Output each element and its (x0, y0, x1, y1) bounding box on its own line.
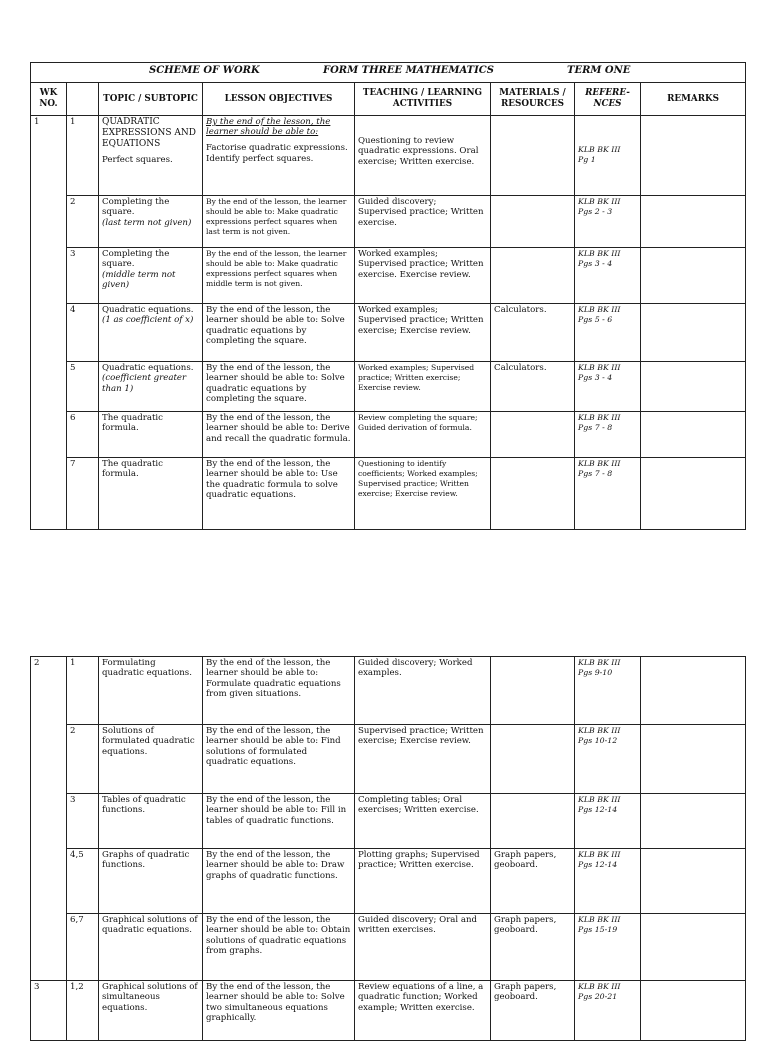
col-header-activities: TEACHING / LEARNING ACTIVITIES (355, 83, 491, 116)
term-title: TERM ONE (567, 65, 631, 76)
lesson-number: 1,2 (67, 981, 99, 1041)
lesson-number: 3 (67, 794, 99, 849)
reference-book: KLB BK III (578, 658, 621, 667)
topic-cell: The quadratic formula. (99, 458, 203, 530)
materials-cell (491, 657, 575, 725)
topic-cell: Solutions of formulated quadratic equations. (99, 725, 203, 794)
table-row (31, 362, 746, 412)
objectives-cell: By the end of the lesson, the learner should be able to: Derive and recall the quadratic formula. (203, 412, 355, 458)
objectives-cell: By the end of the lesson, the learner should be able to: Solve quadratic equations by completing the square. (203, 362, 355, 412)
topic-text: Quadratic equations. (102, 305, 194, 315)
materials-cell: Graph papers, geoboard. (491, 849, 575, 914)
reference-pages: Pgs 10-12 (578, 735, 618, 745)
reference-pages: Pgs 7 - 8 (578, 468, 613, 478)
topic-cell: Graphical solutions of quadratic equations. (99, 914, 203, 981)
week-number: 2 (31, 657, 67, 981)
reference-pages: Pgs 20-21 (578, 991, 618, 1001)
remarks-cell (641, 304, 746, 362)
references-cell (575, 657, 641, 725)
reference-book: KLB BK III (578, 145, 621, 154)
activities-cell: Guided discovery; Worked examples. (355, 657, 491, 725)
objectives-intro: By the end of the lesson, the learner should be able to: (206, 117, 331, 138)
topic-cell: Graphical solutions of simultaneous equations. (99, 981, 203, 1041)
col-header-lesson (67, 83, 99, 116)
lesson-number: 6,7 (67, 914, 99, 981)
topic-note: (middle term not given) (102, 269, 176, 291)
materials-cell (491, 248, 575, 304)
reference-pages: Pgs 3 - 4 (578, 258, 613, 268)
topic-cell: Formulating quadratic equations. (99, 657, 203, 725)
remarks-cell (641, 116, 746, 196)
reference-book: KLB BK III (578, 982, 621, 991)
reference-book: KLB BK III (578, 197, 621, 206)
lesson-number: 1 (67, 116, 99, 196)
activities-cell: Review equations of a line, a quadratic function; Worked example; Written exercise. (355, 981, 491, 1041)
col-header-wk: WK NO. (31, 83, 67, 116)
reference-book: KLB BK III (578, 363, 621, 372)
reference-book: KLB BK III (578, 850, 621, 859)
table-row (31, 657, 746, 725)
references-cell (575, 248, 641, 304)
form-title: FORM THREE MATHEMATICS (323, 65, 494, 76)
remarks-cell (641, 248, 746, 304)
topic-note: (1 as coefficient of x) (102, 315, 194, 326)
activities-cell: Plotting graphs; Supervised practice; Written exercise. (355, 849, 491, 914)
week-number: 3 (31, 981, 67, 1041)
objectives-cell: By the end of the lesson, the learner should be able to: Make quadratic expressions perfect squares when middle term is not given. (203, 248, 355, 304)
materials-cell: Calculators. (491, 304, 575, 362)
scheme-title-row (31, 63, 746, 83)
references-cell (575, 304, 641, 362)
materials-cell: Graph papers, geoboard. (491, 914, 575, 981)
table-row (31, 458, 746, 530)
activities-cell: Completing tables; Oral exercises; Written exercise. (355, 794, 491, 849)
column-header-row (31, 83, 746, 116)
activities-cell: Worked examples; Supervised practice; Written exercise; Exercise review. (355, 304, 491, 362)
table-row (31, 248, 746, 304)
lesson-number: 1 (67, 657, 99, 725)
lesson-number: 4 (67, 304, 99, 362)
table-row (31, 116, 746, 196)
topic-cell (99, 116, 203, 196)
materials-cell (491, 458, 575, 530)
materials-cell: Calculators. (491, 362, 575, 412)
topic-sub: Perfect squares. (102, 155, 173, 166)
activities-cell: Review completing the square; Guided derivation of formula. (355, 412, 491, 458)
topic-cell (99, 304, 203, 362)
references-cell (575, 412, 641, 458)
lesson-number: 2 (67, 725, 99, 794)
lesson-number: 6 (67, 412, 99, 458)
col-header-references: REFERE-NCES (575, 83, 641, 116)
materials-cell (491, 725, 575, 794)
lesson-number: 5 (67, 362, 99, 412)
topic-cell (99, 248, 203, 304)
topic-cell: Graphs of quadratic functions. (99, 849, 203, 914)
objectives-cell: By the end of the lesson, the learner should be able to: Obtain solutions of quadratic equations from graphs. (203, 914, 355, 981)
table-row (31, 794, 746, 849)
reference-pages: Pgs 9-10 (578, 667, 613, 677)
objectives-cell: By the end of the lesson, the learner should be able to: Formulate quadratic equations from given situations. (203, 657, 355, 725)
table-row (31, 196, 746, 248)
reference-book: KLB BK III (578, 726, 621, 735)
activities-cell: Worked examples; Supervised practice; Written exercise; Exercise review. (355, 362, 491, 412)
topic-main: QUADRATIC EXPRESSIONS AND EQUATIONS (102, 117, 196, 149)
lesson-number: 3 (67, 248, 99, 304)
topic-note: (coefficient greater than 1) (102, 373, 187, 394)
reference-pages: Pgs 3 - 4 (578, 372, 613, 382)
reference-book: KLB BK III (578, 915, 621, 924)
objectives-cell: By the end of the lesson, the learner should be able to: Use the quadratic formula to solve quadratic equations. (203, 458, 355, 530)
references-cell (575, 914, 641, 981)
reference-book: KLB BK III (578, 249, 621, 258)
materials-cell (491, 116, 575, 196)
references-cell (575, 725, 641, 794)
topic-cell (99, 362, 203, 412)
topic-text: Quadratic equations. (102, 363, 194, 373)
reference-pages: Pg 1 (578, 154, 596, 164)
remarks-cell (641, 412, 746, 458)
remarks-cell (641, 657, 746, 725)
activities-text: Questioning to review quadratic expressions. Oral exercise; Written exercise. (358, 136, 479, 167)
table-row (31, 981, 746, 1041)
remarks-cell (641, 196, 746, 248)
reference-pages: Pgs 12-14 (578, 859, 618, 869)
remarks-cell (641, 981, 746, 1041)
references-cell (575, 794, 641, 849)
scheme-table-page-1 (30, 62, 746, 530)
activities-cell (355, 116, 491, 196)
remarks-cell (641, 725, 746, 794)
remarks-cell (641, 849, 746, 914)
remarks-cell (641, 914, 746, 981)
week-number: 1 (31, 116, 67, 530)
references-cell (575, 458, 641, 530)
objective-item: Factorise quadratic expressions. (206, 143, 348, 154)
col-header-topic: TOPIC / SUBTOPIC (99, 83, 203, 116)
topic-text: Completing the square. (102, 249, 170, 270)
reference-pages: Pgs 2 - 3 (578, 206, 613, 216)
references-cell (575, 981, 641, 1041)
reference-pages: Pgs 15-19 (578, 924, 618, 934)
topic-cell (99, 196, 203, 248)
reference-book: KLB BK III (578, 305, 621, 314)
references-cell (575, 116, 641, 196)
reference-pages: Pgs 12-14 (578, 804, 618, 814)
objectives-cell: By the end of the lesson, the learner should be able to: Find solutions of formulated quadratic equations. (203, 725, 355, 794)
references-cell (575, 196, 641, 248)
objectives-cell: By the end of the lesson, the learner should be able to: Make quadratic expressions perfect squares when last term is not given. (203, 196, 355, 248)
reference-book: KLB BK III (578, 795, 621, 804)
remarks-cell (641, 362, 746, 412)
references-cell (575, 362, 641, 412)
topic-cell: Tables of quadratic functions. (99, 794, 203, 849)
remarks-cell (641, 458, 746, 530)
reference-pages: Pgs 7 - 8 (578, 422, 613, 432)
col-header-materials: MATERIALS / RESOURCES (491, 83, 575, 116)
scheme-table-page-2 (30, 656, 746, 1041)
table-row (31, 412, 746, 458)
remarks-cell (641, 794, 746, 849)
objectives-cell: By the end of the lesson, the learner should be able to: Fill in tables of quadratic functions. (203, 794, 355, 849)
table-row (31, 304, 746, 362)
reference-book: KLB BK III (578, 413, 621, 422)
reference-pages: Pgs 5 - 6 (578, 314, 613, 324)
objective-item: Identify perfect squares. (206, 153, 314, 164)
topic-note: (last term not given) (102, 217, 192, 228)
table-row (31, 914, 746, 981)
lesson-number: 4,5 (67, 849, 99, 914)
topic-cell: The quadratic formula. (99, 412, 203, 458)
materials-cell (491, 196, 575, 248)
activities-cell: Supervised practice; Written exercise; Exercise review. (355, 725, 491, 794)
table-row (31, 725, 746, 794)
objectives-cell: By the end of the lesson, the learner should be able to: Solve quadratic equations by completing the square. (203, 304, 355, 362)
scheme-title: SCHEME OF WORK (149, 65, 260, 76)
table-row (31, 849, 746, 914)
references-cell (575, 849, 641, 914)
lesson-number: 7 (67, 458, 99, 530)
objectives-cell: By the end of the lesson, the learner should be able to: Solve two simultaneous equations graphically. (203, 981, 355, 1041)
activities-cell: Questioning to identify coefficients; Worked examples; Supervised practice; Written exercise; Exercise review. (355, 458, 491, 530)
objectives-cell: By the end of the lesson, the learner should be able to: Draw graphs of quadratic functions. (203, 849, 355, 914)
materials-cell (491, 794, 575, 849)
lesson-number: 2 (67, 196, 99, 248)
reference-book: KLB BK III (578, 459, 621, 468)
objectives-cell (203, 116, 355, 196)
materials-cell: Graph papers, geoboard. (491, 981, 575, 1041)
topic-text: Completing the square. (102, 197, 170, 218)
activities-cell: Guided discovery; Oral and written exercises. (355, 914, 491, 981)
activities-cell: Worked examples; Supervised practice; Written exercise. Exercise review. (355, 248, 491, 304)
col-header-remarks: REMARKS (641, 83, 746, 116)
col-header-objectives: LESSON OBJECTIVES (203, 83, 355, 116)
activities-cell: Guided discovery; Supervised practice; Written exercise. (355, 196, 491, 248)
materials-cell (491, 412, 575, 458)
